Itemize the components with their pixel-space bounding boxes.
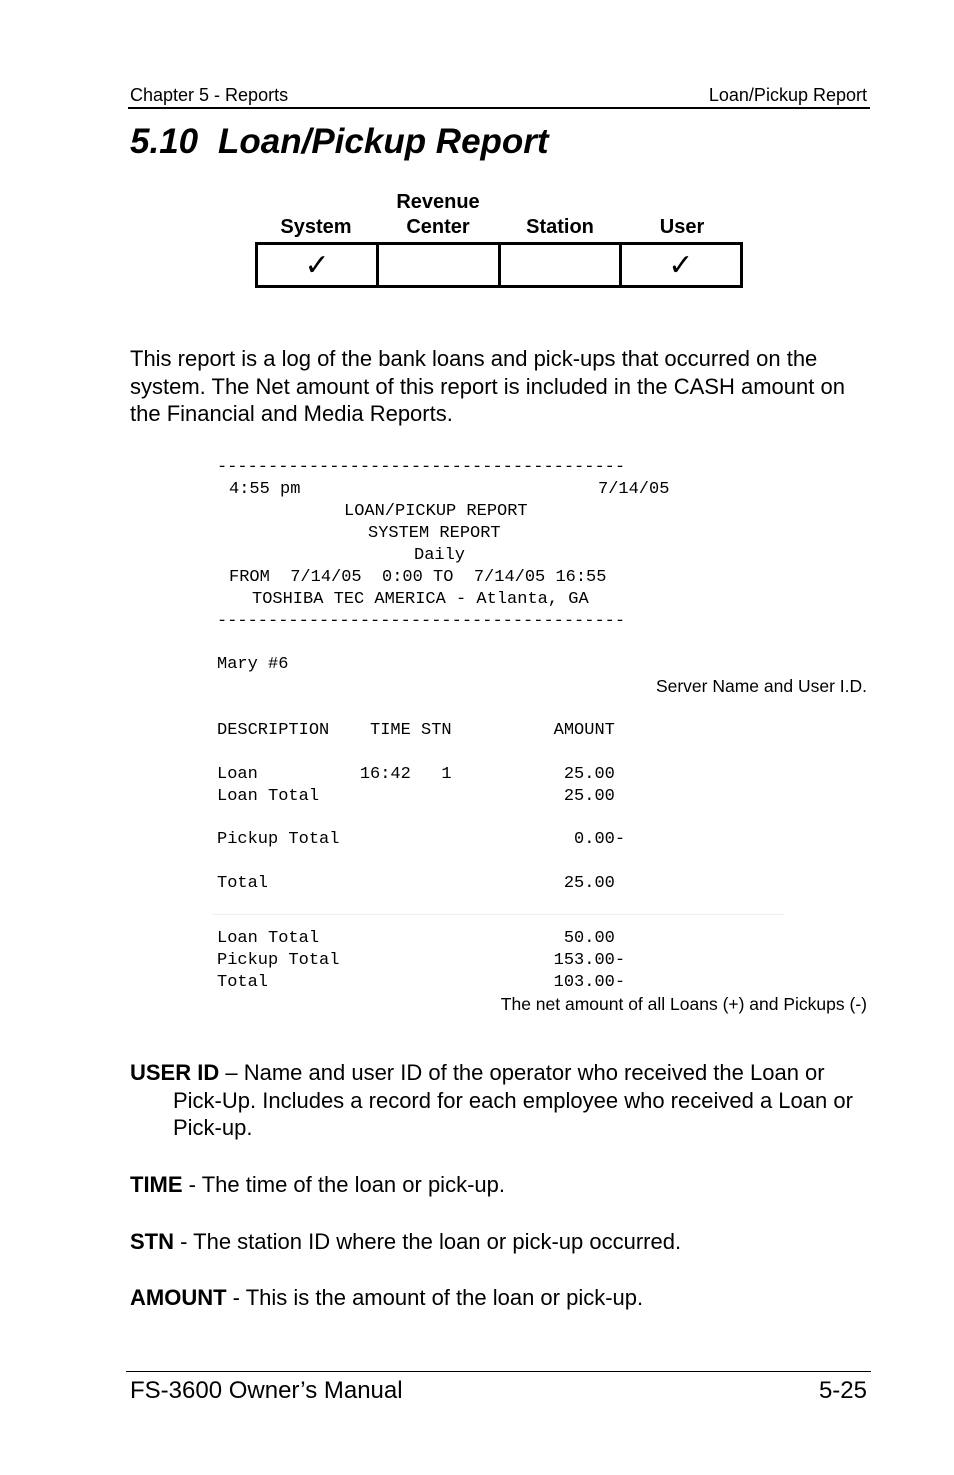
page-header-chapter: Chapter 5 - Reports xyxy=(130,85,289,105)
receipt-report-type: SYSTEM REPORT xyxy=(368,524,501,543)
receipt-company: TOSHIBA TEC AMERICA - Atlanta, GA xyxy=(252,590,589,609)
definition-stn: STN - The station ID where the loan or pick-up occurred. xyxy=(130,1229,682,1254)
scope-cell-user xyxy=(619,245,740,285)
definition-text: Name and user ID of the operator who received the Loan or Pick-Up. Includes a record for each employee who received a Loan or Pick-up. xyxy=(173,1060,853,1140)
receipt-total: Total 25.00 xyxy=(217,874,615,893)
receipt-grand-row: Total 103.00- xyxy=(217,973,626,992)
definition-text: The time of the loan or pick-up. xyxy=(201,1172,505,1197)
scope-cell-revenue-center xyxy=(376,245,497,285)
definition-time: TIME - The time of the loan or pick-up. xyxy=(130,1172,505,1197)
scope-cell-station xyxy=(498,245,619,285)
checkmark-icon: ✓ xyxy=(668,247,694,283)
footer-manual-title: FS-3600 Owner’s Manual xyxy=(130,1377,403,1404)
definition-term: STN xyxy=(130,1229,174,1254)
scope-table xyxy=(255,190,743,288)
receipt-grand-row: Pickup Total 153.00- xyxy=(217,951,626,970)
definition-text: The station ID where the loan or pick-up occurred. xyxy=(193,1229,682,1254)
definition-user-id: USER ID – Name and user ID of the operator who received the Loan or Pick-Up. Includes a record for each employee who received a Loan or Pick-up. xyxy=(130,1060,853,1140)
scope-col-user: User xyxy=(659,216,705,238)
receipt-report-name: LOAN/PICKUP REPORT xyxy=(344,502,528,521)
section-number: 5.10 xyxy=(130,122,199,161)
intro-paragraph: This report is a log of the bank loans and pick-ups that occurred on the system. The Net amount of this report is included in the CASH amount on the Financial and Media Reports. xyxy=(130,346,845,426)
receipt-date: 7/14/05 xyxy=(598,480,670,499)
definition-amount: AMOUNT - This is the amount of the loan or pick-up. xyxy=(130,1285,644,1310)
receipt-column-headers: DESCRIPTION TIME STN AMOUNT xyxy=(217,721,615,740)
scope-col-revenue-center: Revenue Center xyxy=(396,191,480,238)
section-title-text: Loan/Pickup Report xyxy=(218,122,549,161)
header-rule xyxy=(128,107,870,109)
definition-text: This is the amount of the loan or pick-up. xyxy=(245,1285,644,1310)
page-header-section: Loan/Pickup Report xyxy=(708,85,867,105)
receipt-server: Mary #6 xyxy=(217,655,289,674)
server-annotation: Server Name and User I.D. xyxy=(655,676,867,696)
receipt-from-line: FROM 7/14/05 0:00 TO 7/14/05 16:55 xyxy=(229,568,607,587)
receipt-pickup-total: Pickup Total 0.00- xyxy=(217,830,626,849)
scope-table-cells xyxy=(255,242,743,288)
receipt-period: Daily xyxy=(414,546,466,565)
definition-term: USER ID xyxy=(130,1060,220,1085)
scope-table-header xyxy=(255,190,743,242)
scope-cell-system xyxy=(258,245,376,285)
definition-term: AMOUNT xyxy=(130,1285,227,1310)
receipt-row: Loan Total 25.00 xyxy=(217,787,615,806)
receipt-grand-row: Loan Total 50.00 xyxy=(217,929,615,948)
footer-page-number: 5-25 xyxy=(818,1377,867,1404)
receipt-rule-bottom: ---------------------------------------- xyxy=(217,612,626,631)
scope-col-system: System xyxy=(280,216,352,238)
receipt-separator xyxy=(213,914,785,915)
checkmark-icon: ✓ xyxy=(304,247,330,283)
net-amount-annotation: The net amount of all Loans (+) and Pickups (-) xyxy=(500,994,867,1014)
footer-rule xyxy=(126,1371,871,1372)
definition-term: TIME xyxy=(130,1172,183,1197)
receipt-rule-top: ---------------------------------------- xyxy=(217,458,626,477)
receipt-time: 4:55 pm xyxy=(229,480,301,499)
scope-col-station: Station xyxy=(526,216,594,238)
section-title xyxy=(130,122,549,162)
receipt-row: Loan 16:42 1 25.00 xyxy=(217,765,615,784)
